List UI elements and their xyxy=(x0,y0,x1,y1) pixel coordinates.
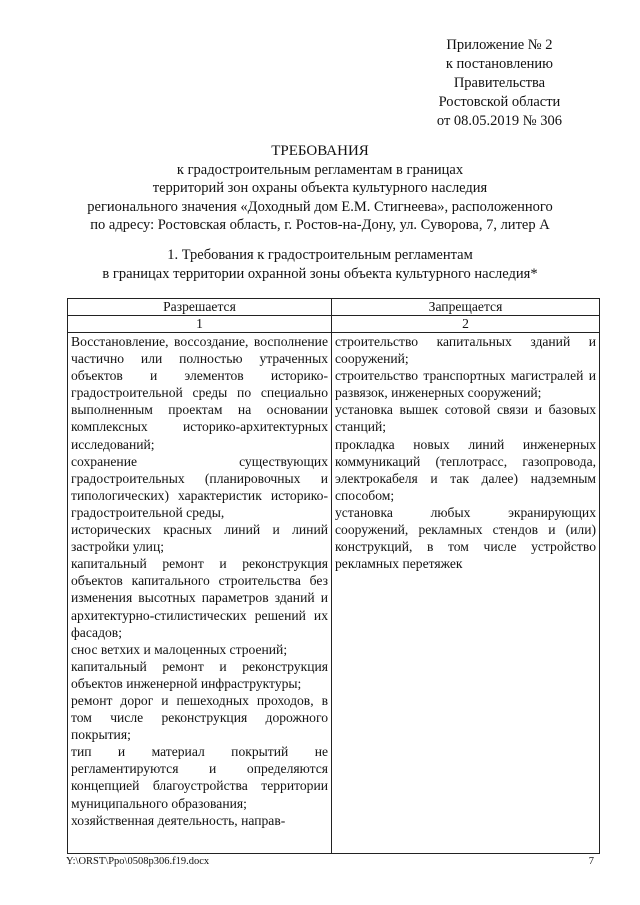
allowed-item: исторических красных линий и линий застройки улиц; xyxy=(71,522,328,555)
forbidden-item: строительство транспортных магистралей и развязок, инженерных сооружений; xyxy=(335,368,596,401)
header-forbidden: Запрещается xyxy=(332,299,600,316)
title-line: по адресу: Ростовская область, г. Ростов-на-Дону, ул. Суворова, 7, литер А xyxy=(90,217,550,233)
column-number: 1 xyxy=(68,316,332,333)
title-main: ТРЕБОВАНИЯ xyxy=(271,143,369,159)
requirements-table xyxy=(67,298,600,854)
appendix-line: к постановлению xyxy=(445,56,553,72)
allowed-item: капитальный ремонт и реконструкция объектов инженерной инфраструктуры; xyxy=(71,658,328,691)
section-heading xyxy=(60,246,580,283)
title-line: территорий зон охраны объекта культурного наследия xyxy=(152,180,488,196)
forbidden-item: установка вышек сотовой связи и базовых станций; xyxy=(335,402,596,435)
forbidden-item: строительство капитальных зданий и сооружений; xyxy=(335,334,596,367)
document-title xyxy=(60,142,580,235)
page-number: 7 xyxy=(588,856,594,867)
allowed-item: сохранение существующих градостроительных (планировочных и типологических) характеристик историко-градостроительной среды, xyxy=(71,453,328,520)
section-line: 1. Требования к градостроительным регламентам xyxy=(167,247,473,263)
table-row xyxy=(68,333,600,854)
allowed-item: Восстановление, воссоздание, восполнение частично или полностью утраченных объектов и элементов историко-градостроительной среды по специально выполненным проектам на основании комплексных историко-архитектурных исследований; xyxy=(71,334,328,452)
appendix-line: Приложение № 2 xyxy=(446,37,553,53)
forbidden-cell xyxy=(332,333,600,854)
table-number-row xyxy=(68,316,600,333)
allowed-item: снос ветхих и малоценных строений; xyxy=(71,641,288,657)
appendix-line: от 08.05.2019 № 306 xyxy=(436,113,562,129)
allowed-item: капитальный ремонт и реконструкция объектов капитального строительства без изменения высотных параметров зданий и архитектурно-стилистических решений их фасадов; xyxy=(71,556,328,640)
forbidden-item: прокладка новых линий инженерных коммуникаций (теплотрасс, газопровода, электрокабеля и так далее) надземным способом; xyxy=(335,436,596,503)
appendix-block xyxy=(437,36,562,131)
column-number: 2 xyxy=(332,316,600,333)
allowed-item: тип и материал покрытий не регламентируются и определяются концепцией благоустройства территории муниципального образования; xyxy=(71,744,328,811)
section-line: в границах территории охранной зоны объекта культурного наследия* xyxy=(102,265,538,282)
allowed-item: хозяйственная деятельность, направ- xyxy=(71,812,286,828)
appendix-line: Ростовской области xyxy=(438,94,561,110)
title-line: к градостроительным регламентам в границах xyxy=(176,161,464,178)
footer-file-path: Y:\ORST\Ppo\0508p306.f19.docx xyxy=(66,856,210,867)
allowed-item: ремонт дорог и пешеходных проходов, в том числе реконструкция дорожного покрытия; xyxy=(71,692,328,743)
title-line: регионального значения «Доходный дом Е.М. Стигнеева», расположенного xyxy=(87,198,553,215)
table-header-row xyxy=(68,299,600,316)
forbidden-item: установка любых экранирующих сооружений, рекламных стендов и (или) конструкций, в том числе устройство рекламных перетяжек xyxy=(335,504,596,572)
allowed-cell xyxy=(68,333,332,854)
header-allowed: Разрешается xyxy=(68,299,332,316)
appendix-line: Правительства xyxy=(453,75,546,91)
